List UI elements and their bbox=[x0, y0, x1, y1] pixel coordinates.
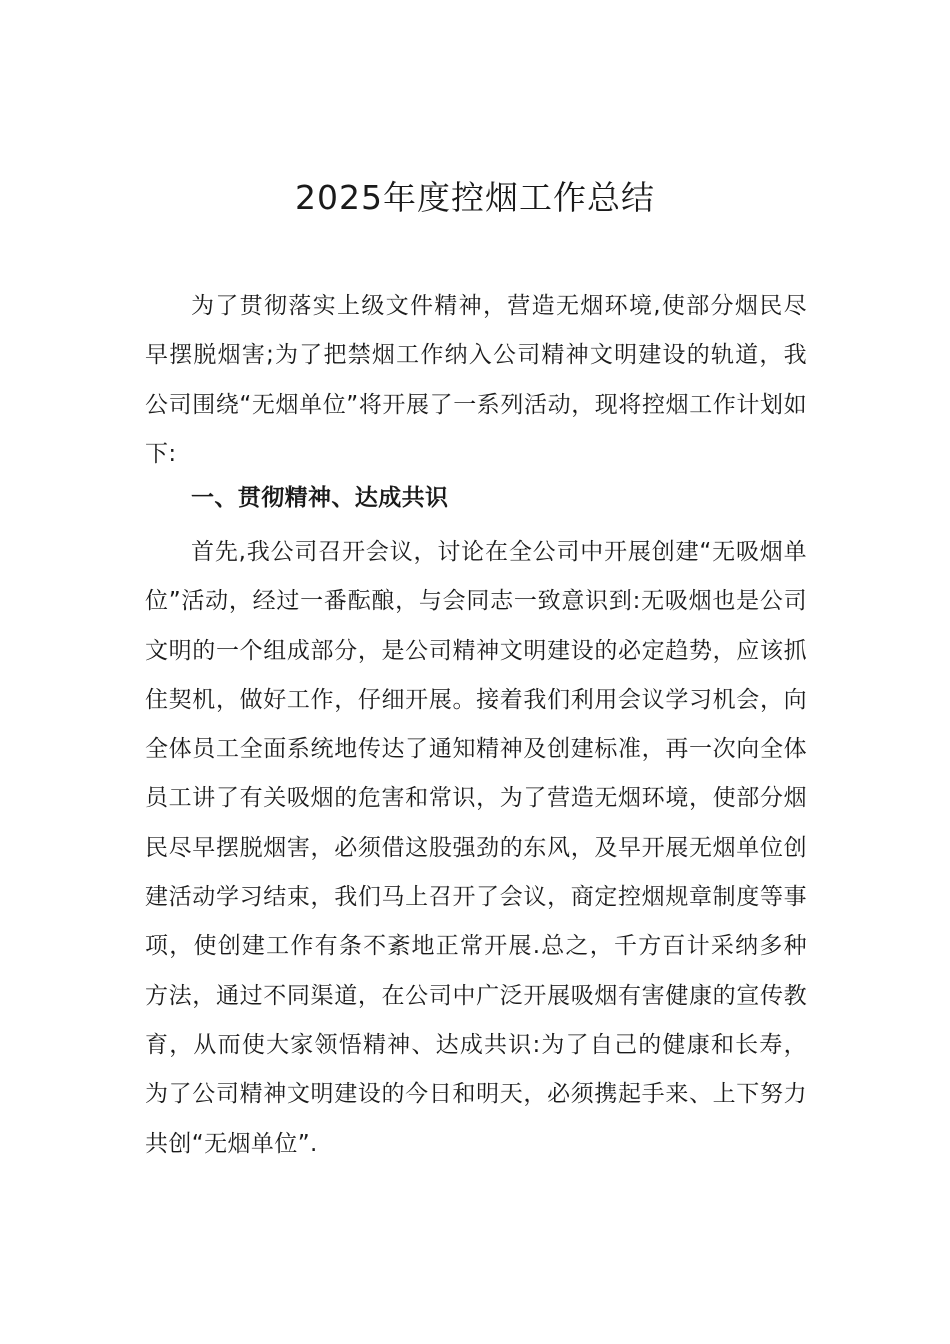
section-heading: 一、贯彻精神、达成共识 bbox=[191, 485, 449, 511]
section-paragraph: 首先,我公司召开会议，讨论在全公司中开展创建“无吸烟单位”活动，经过一番酝酿，与会同志一致意识到:无吸烟也是公司文明的一个组成部分，是公司精神文明建设的必定趋势，应该抓住契机，做好工作，仔细开展。接着我们利用会议学习机会，向全体员工全面系统地传达了通知精神及创建标准，再一次向全体员工讲了有关吸烟的危害和常识，为了营造无烟环境，使部分烟民尽早摆脱烟害，必须借这股强劲的东风，及早开展无烟单位创建活动学习结束，我们马上召开了会议，商定控烟规章制度等事项，使创建工作有条不紊地正常开展.总之，千方百计采纳多种方法，通过不同渠道，在公司中广泛开展吸烟有害健康的宣传教育，从而使大家领悟精神、达成共识:为了自己的健康和长寿，为了公司精神文明建设的今日和明天，必须携起手来、上下努力共创“无烟单位”. bbox=[145, 539, 807, 1157]
document-title: 2025年度控烟工作总结 bbox=[295, 178, 655, 218]
intro-paragraph: 为了贯彻落实上级文件精神，营造无烟环境,使部分烟民尽早摆脱烟害;为了把禁烟工作纳入公司精神文明建设的轨道，我公司围绕“无烟单位”将开展了一系列活动，现将控烟工作计划如下: bbox=[145, 293, 807, 467]
